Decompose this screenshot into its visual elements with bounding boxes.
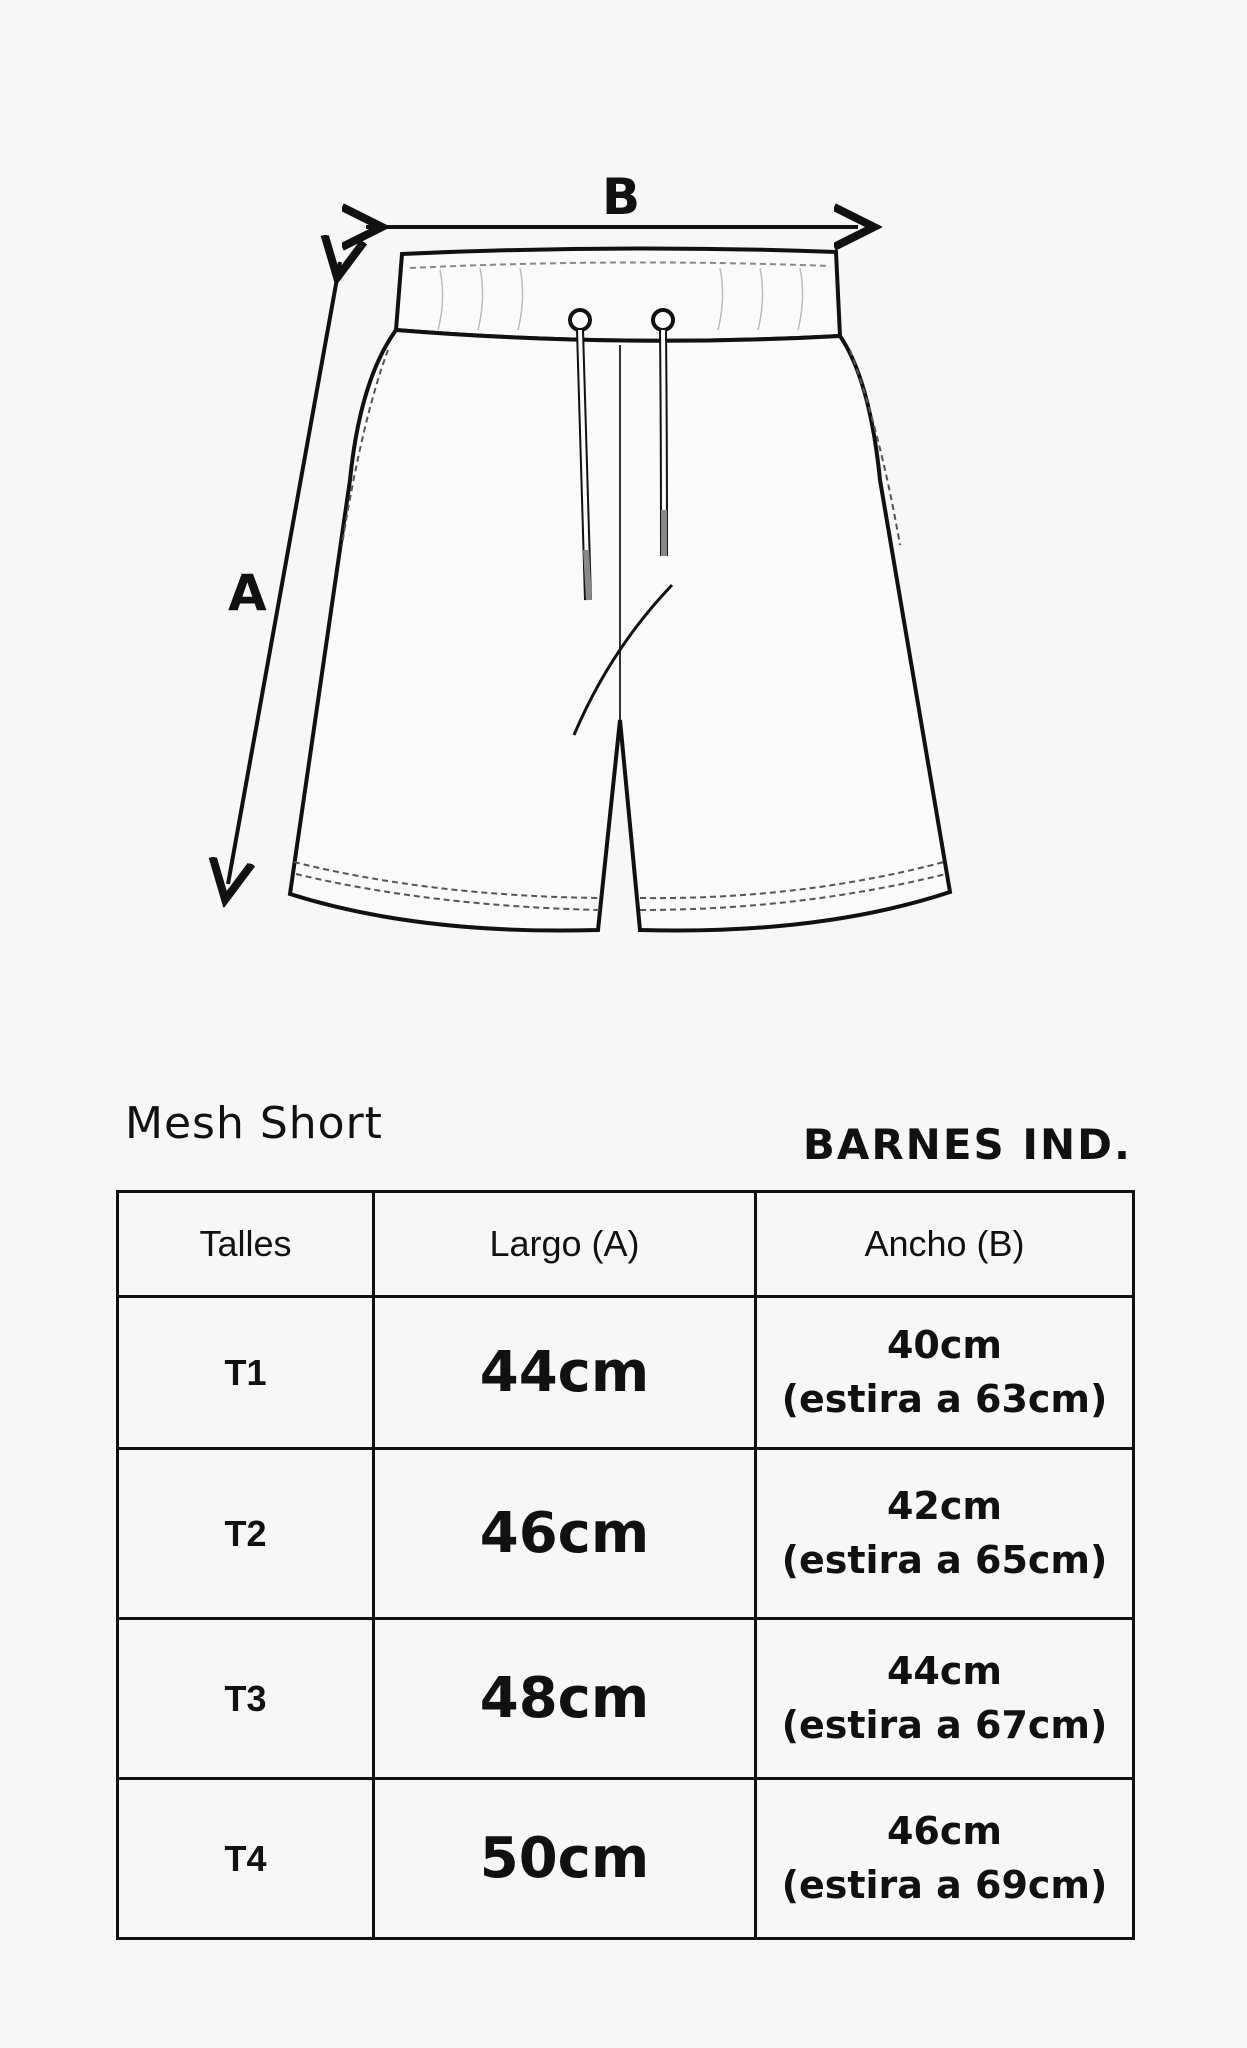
label-b: B: [602, 168, 641, 226]
waistband: [396, 248, 840, 340]
product-title: Mesh Short: [125, 1098, 383, 1149]
length-cell: 46cm: [374, 1449, 756, 1619]
table-row: [118, 1449, 1134, 1619]
brand-name: BARNES IND.: [802, 1120, 1132, 1169]
table-row: [118, 1619, 1134, 1779]
size-table: [116, 1190, 1135, 1940]
table-row: [118, 1779, 1134, 1939]
width-value: 40cm: [886, 1323, 1002, 1368]
width-value: 42cm: [886, 1484, 1002, 1529]
table-row: [118, 1297, 1134, 1449]
width-value: 46cm: [886, 1809, 1002, 1854]
width-value: 44cm: [886, 1649, 1002, 1694]
width-cell: [756, 1297, 1134, 1449]
column-header-width: Ancho (B): [756, 1192, 1134, 1297]
stretch-value: (estira a 69cm): [781, 1862, 1108, 1907]
column-header-length: Largo (A): [374, 1192, 756, 1297]
stretch-value: (estira a 65cm): [781, 1537, 1108, 1582]
column-header-sizes: Talles: [118, 1192, 374, 1297]
length-cell: 44cm: [374, 1297, 756, 1449]
width-cell: [756, 1619, 1134, 1779]
size-cell: T2: [118, 1449, 374, 1619]
length-cell: 48cm: [374, 1619, 756, 1779]
stretch-value: (estira a 67cm): [781, 1702, 1108, 1747]
stretch-value: (estira a 63cm): [781, 1376, 1108, 1421]
width-cell: [756, 1779, 1134, 1939]
table-header-row: [118, 1192, 1134, 1297]
label-a: A: [228, 564, 267, 622]
size-cell: T1: [118, 1297, 374, 1449]
eyelet-right: [653, 310, 673, 330]
size-cell: T4: [118, 1779, 374, 1939]
eyelet-left: [570, 310, 590, 330]
length-cell: 50cm: [374, 1779, 756, 1939]
size-cell: T3: [118, 1619, 374, 1779]
width-cell: [756, 1449, 1134, 1619]
